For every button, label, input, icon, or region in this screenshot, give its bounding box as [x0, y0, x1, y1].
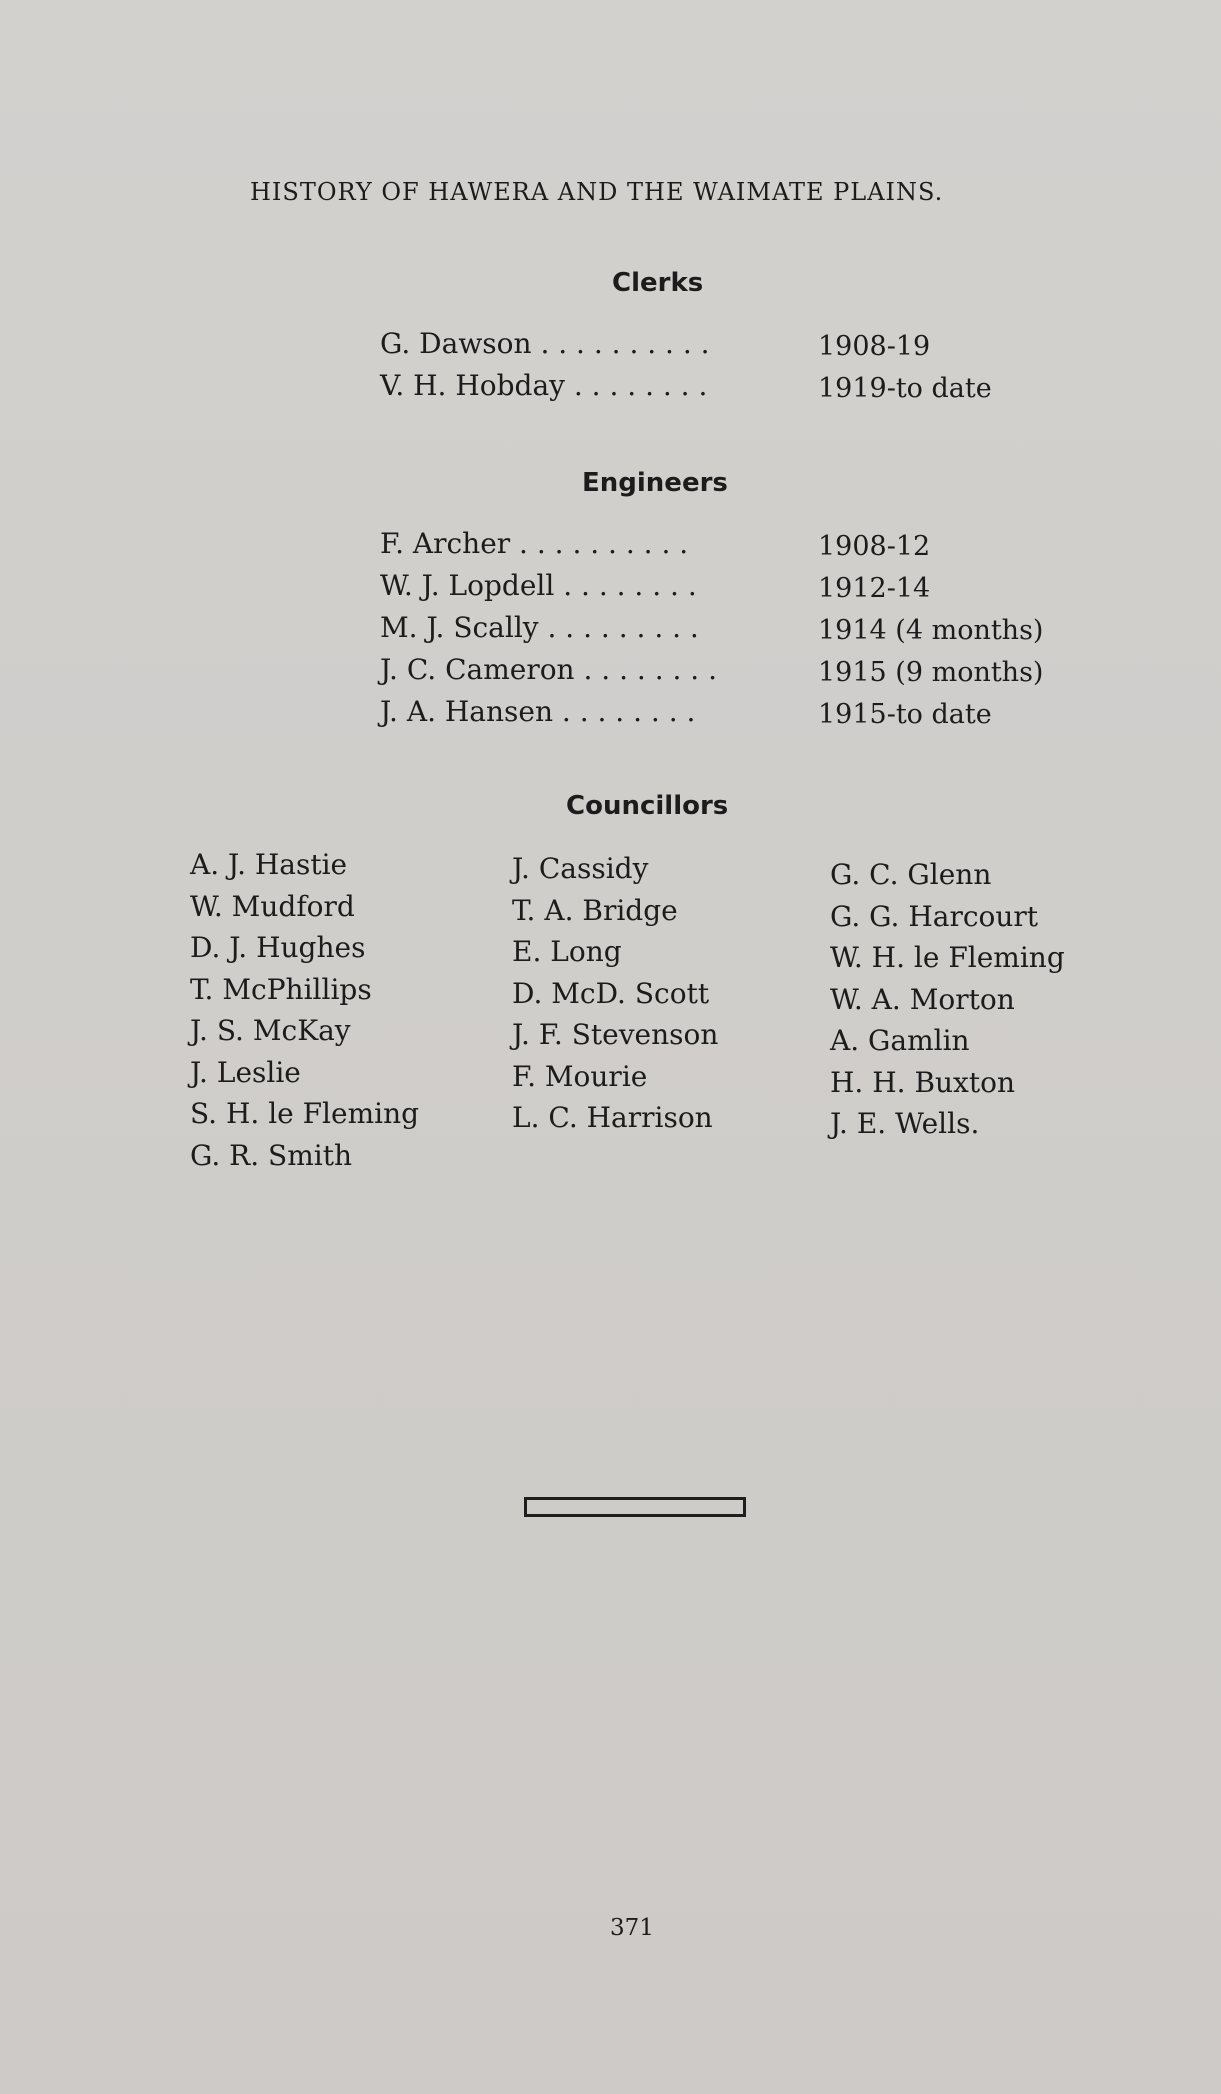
- councillor-name: E. Long: [512, 935, 622, 968]
- councillor-name: J. Leslie: [190, 1055, 301, 1089]
- engineer-row: [380, 611, 1100, 653]
- engineer-dates: 1915 (9 months): [818, 657, 1044, 688]
- councillors-heading: Councillors: [566, 791, 729, 821]
- clerk-dates: 1919-to date: [818, 373, 992, 404]
- councillors-column-2: [512, 852, 718, 1143]
- councillor-name: A. J. Hastie: [190, 848, 348, 881]
- councillor-name: G. R. Smith: [190, 1138, 353, 1172]
- councillors-column-1: [190, 848, 419, 1180]
- engineer-dates: 1908-12: [818, 531, 931, 562]
- councillor-name: D. J. Hughes: [190, 931, 366, 964]
- councillor-name: J. F. Stevenson: [512, 1018, 719, 1051]
- clerk-name: V. H. Hobday . . . . . . . .: [380, 369, 708, 402]
- engineer-name: M. J. Scally . . . . . . . . .: [380, 611, 699, 644]
- councillor-name: W. Mudford: [190, 889, 355, 923]
- engineer-row: [380, 653, 1100, 695]
- engineers-list: [380, 527, 1100, 737]
- engineer-name: J. C. Cameron . . . . . . . .: [380, 653, 717, 686]
- clerk-row: [380, 327, 1100, 369]
- councillor-name: W. H. le Fleming: [830, 941, 1065, 974]
- councillor-name: D. McD. Scott: [512, 976, 710, 1010]
- engineer-dates: 1915-to date: [818, 699, 992, 730]
- engineer-row: [380, 569, 1100, 611]
- councillor-name: T. McPhillips: [190, 972, 372, 1006]
- engineer-row: [380, 695, 1100, 737]
- councillors-list: [190, 848, 1130, 1188]
- councillor-name: T. A. Bridge: [512, 893, 678, 927]
- councillor-name: F. Mourie: [512, 1059, 648, 1093]
- councillor-name: G. C. Glenn: [830, 858, 992, 891]
- clerk-name: G. Dawson . . . . . . . . . .: [380, 327, 710, 360]
- engineer-row: [380, 527, 1100, 569]
- page-number: 371: [610, 1915, 654, 1941]
- engineer-name: J. A. Hansen . . . . . . . .: [380, 695, 696, 728]
- councillor-name: H. H. Buxton: [830, 1065, 1015, 1099]
- clerk-dates: 1908-19: [818, 331, 931, 362]
- clerks-heading: Clerks: [612, 268, 704, 298]
- councillor-name: J. S. McKay: [190, 1014, 351, 1047]
- clerks-list: [380, 327, 1100, 411]
- councillor-name: A. Gamlin: [830, 1024, 970, 1057]
- engineer-name: W. J. Lopdell . . . . . . . .: [380, 569, 697, 602]
- councillor-name: S. H. le Fleming: [190, 1097, 420, 1130]
- councillor-name: J. E. Wells.: [830, 1107, 980, 1140]
- engineer-name: F. Archer . . . . . . . . . .: [380, 527, 689, 560]
- councillor-name: L. C. Harrison: [512, 1101, 713, 1134]
- running-head: HISTORY OF HAWERA AND THE WAIMATE PLAINS.: [250, 178, 944, 206]
- end-ornament: [524, 1497, 746, 1517]
- councillor-name: G. G. Harcourt: [830, 899, 1039, 933]
- engineer-dates: 1912-14: [818, 573, 931, 604]
- engineers-heading: Engineers: [582, 468, 728, 498]
- councillors-column-3: [830, 858, 1065, 1149]
- councillor-name: W. A. Morton: [830, 982, 1015, 1016]
- engineer-dates: 1914 (4 months): [818, 615, 1044, 646]
- clerk-row: [380, 369, 1100, 411]
- councillor-name: J. Cassidy: [512, 852, 649, 885]
